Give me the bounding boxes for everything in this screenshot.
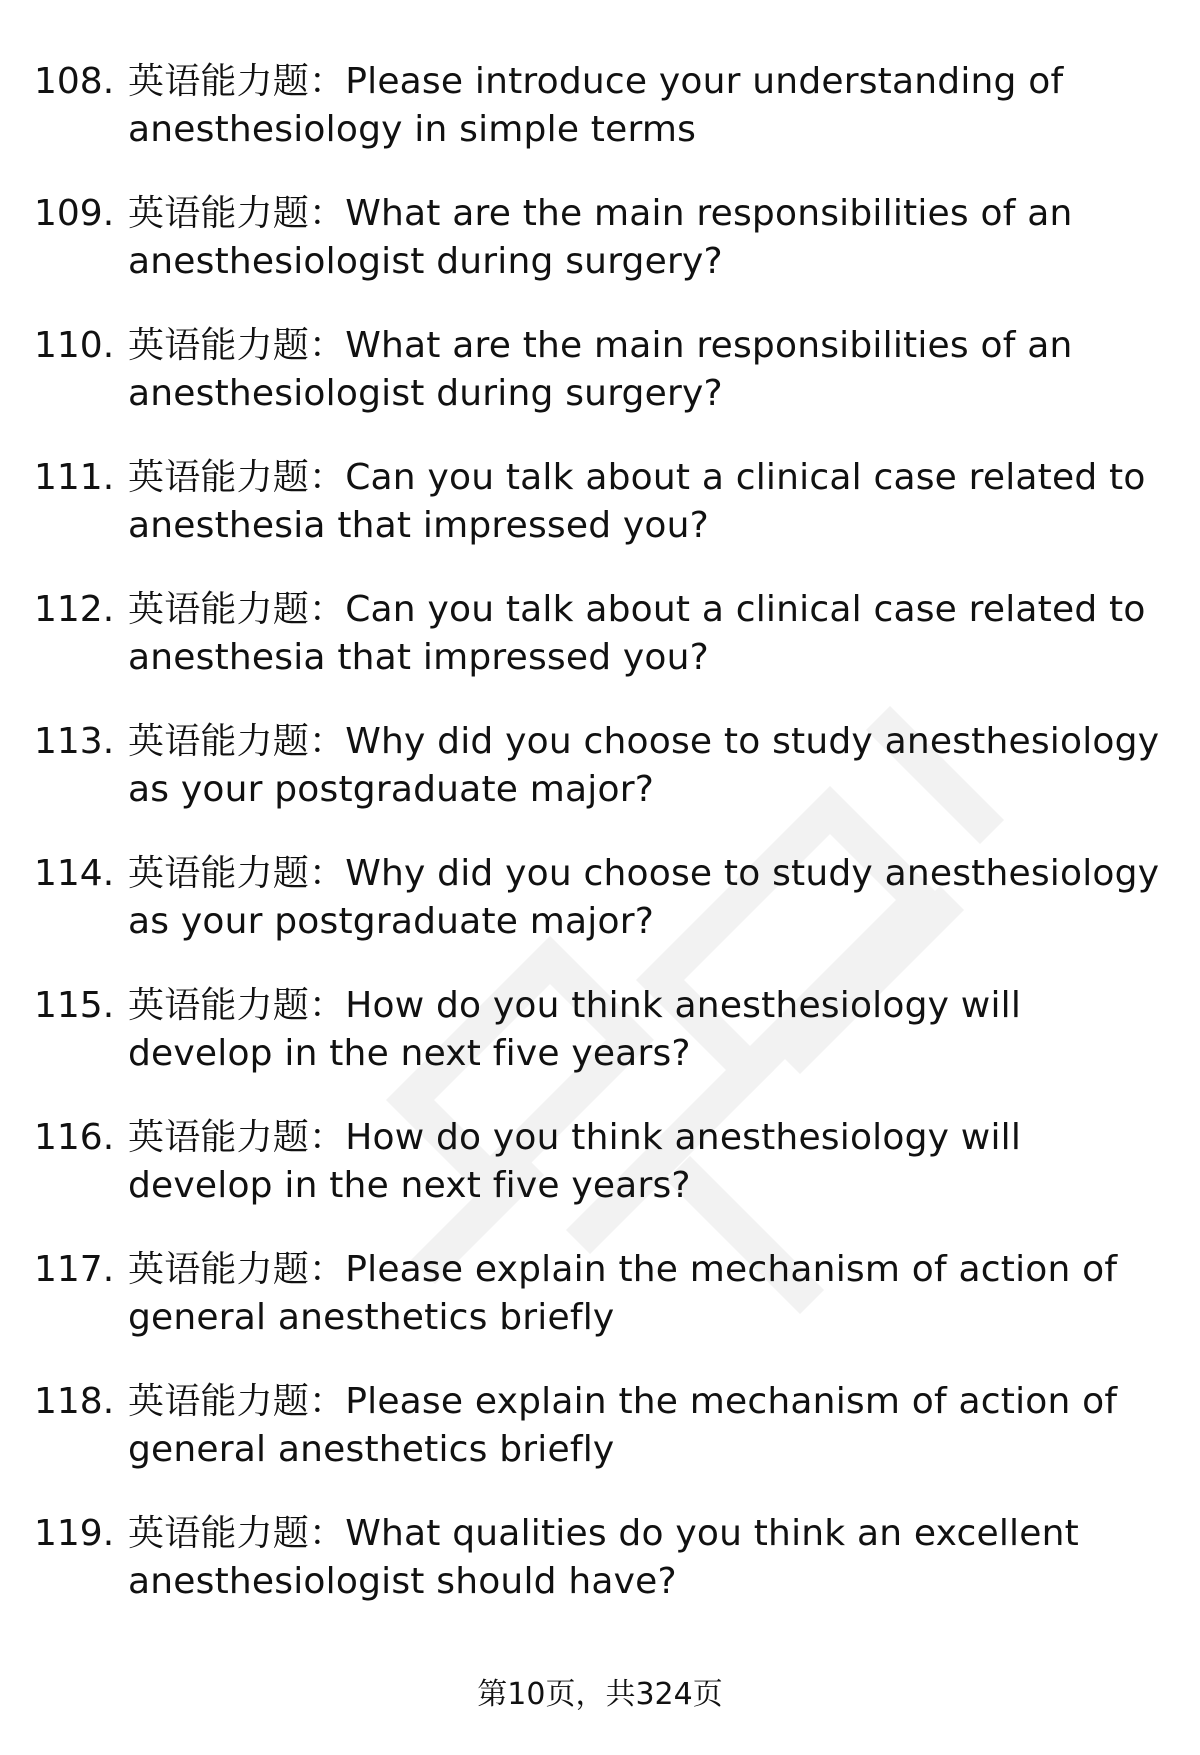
question-item [34,454,1164,586]
question-text [128,586,1168,682]
question-number: 118. [34,1381,115,1422]
question-item [34,850,1164,982]
question-label: 英语能力题： [128,721,346,762]
question-label: 英语能力题： [128,61,346,102]
question-number: 109. [34,193,115,234]
question-body: How do you think anesthesiology will develop in the next five years? [128,1117,1022,1206]
question-label: 英语能力题： [128,1117,346,1158]
question-item [34,1114,1164,1246]
question-label: 英语能力题： [128,193,346,234]
question-label: 英语能力题： [128,589,346,630]
question-number: 115. [34,985,115,1026]
question-label: 英语能力题： [128,1381,346,1422]
question-text [128,1510,1168,1606]
question-number: 111. [34,457,115,498]
question-item [34,190,1164,322]
question-text [128,718,1168,814]
question-label: 英语能力题： [128,1513,346,1554]
question-label: 英语能力题： [128,457,346,498]
question-text [128,850,1168,946]
question-body: What are the main responsibilities of an anesthesiologist during surgery? [128,325,1073,414]
question-item [34,1378,1164,1510]
question-text [128,190,1168,286]
question-item [34,322,1164,454]
question-text [128,1114,1168,1210]
question-body: Please explain the mechanism of action of general anesthetics briefly [128,1381,1118,1470]
question-body: Can you talk about a clinical case related to anesthesia that impressed you? [128,457,1146,546]
question-text [128,982,1168,1078]
question-body: Please explain the mechanism of action of general anesthetics briefly [128,1249,1118,1338]
question-number: 119. [34,1513,115,1554]
question-number: 113. [34,721,115,762]
question-body: How do you think anesthesiology will develop in the next five years? [128,985,1022,1074]
question-body: What qualities do you think an excellent anesthesiologist should have? [128,1513,1079,1602]
question-number: 108. [34,61,115,102]
question-number: 112. [34,589,115,630]
question-number: 110. [34,325,115,366]
question-body: Why did you choose to study anesthesiology as your postgraduate major? [128,853,1160,942]
question-text [128,454,1168,550]
question-item [34,1510,1164,1642]
question-number: 114. [34,853,115,894]
question-text [128,58,1168,154]
question-item [34,1246,1164,1378]
question-body: Why did you choose to study anesthesiology as your postgraduate major? [128,721,1160,810]
question-number: 116. [34,1117,115,1158]
question-label: 英语能力题： [128,1249,346,1290]
question-list [34,58,1164,1642]
question-label: 英语能力题： [128,325,346,366]
question-text [128,1378,1168,1474]
question-body: Can you talk about a clinical case related to anesthesia that impressed you? [128,589,1146,678]
question-item [34,58,1164,190]
question-item [34,586,1164,718]
question-body: Please introduce your understanding of anesthesiology in simple terms [128,61,1064,150]
page-number-footer: 第10页，共324页 [477,1677,723,1712]
question-label: 英语能力题： [128,985,346,1026]
question-text [128,1246,1168,1342]
question-body: What are the main responsibilities of an anesthesiologist during surgery? [128,193,1073,282]
question-item [34,718,1164,850]
question-text [128,322,1168,418]
question-item [34,982,1164,1114]
question-number: 117. [34,1249,115,1290]
question-label: 英语能力题： [128,853,346,894]
